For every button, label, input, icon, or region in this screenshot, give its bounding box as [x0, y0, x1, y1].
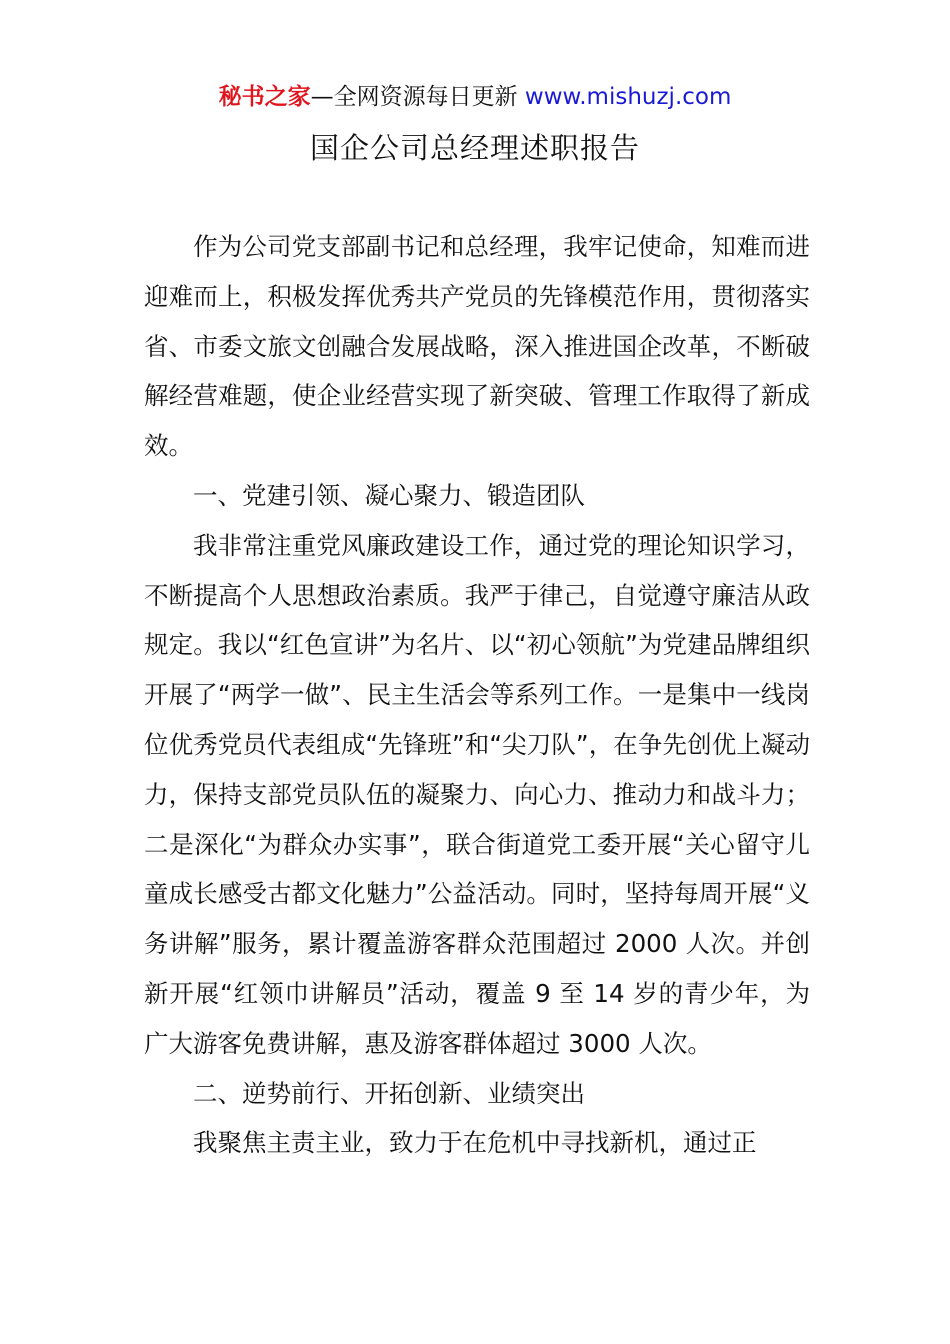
site-url[interactable]: www.mishuzj.com	[524, 84, 732, 110]
section-heading-1: 一、党建引领、凝心聚力、锻造团队	[193, 480, 585, 510]
site-slogan: —全网资源每日更新	[310, 84, 525, 110]
section-heading-2: 二、逆势前行、开拓创新、业绩突出	[193, 1078, 585, 1108]
document-title: 国企公司总经理述职报告	[309, 131, 640, 165]
site-header	[0, 80, 950, 114]
document-body	[144, 222, 810, 1168]
section-2-paragraph: 我聚焦主责主业，致力于在危机中寻找新机，通过正	[193, 1128, 757, 1158]
intro-paragraph: 作为公司党支部副书记和总经理，我牢记使命，知难而进迎难而上，积极发挥优秀共产党员的先锋模范作用，贯彻落实省、市委文旅文创融合发展战略，深入推进国企改革，不断破解经营难题，使企业经营实现了新突破、管理工作取得了新成效。	[144, 232, 810, 461]
site-brand: 秘书之家	[218, 84, 311, 110]
section-1-paragraph: 我非常注重党风廉政建设工作，通过党的理论知识学习，不断提高个人思想政治素质。我严于律己，自觉遵守廉洁从政规定。我以“红色宣讲”为名片、以“初心领航”为党建品牌组织开展了“两学一做”、民主生活会等系列工作。一是集中一线岗位优秀党员代表组成“先锋班”和“尖刀队”，在争先创优上凝动力，保持支部党员队伍的凝聚力、向心力、推动力和战斗力；二是深化“为群众办实事”，联合街道党工委开展“关心留守儿童成长感受古都文化魅力”公益活动。同时，坚持每周开展“义务讲解”服务，累计覆盖游客群众范围超过 2000 人次。并创新开展“红领巾讲解员”活动，覆盖 9 至 14 岁的青少年，为广大游客免费讲解，惠及游客群体超过 3000 人次。	[144, 530, 810, 1058]
